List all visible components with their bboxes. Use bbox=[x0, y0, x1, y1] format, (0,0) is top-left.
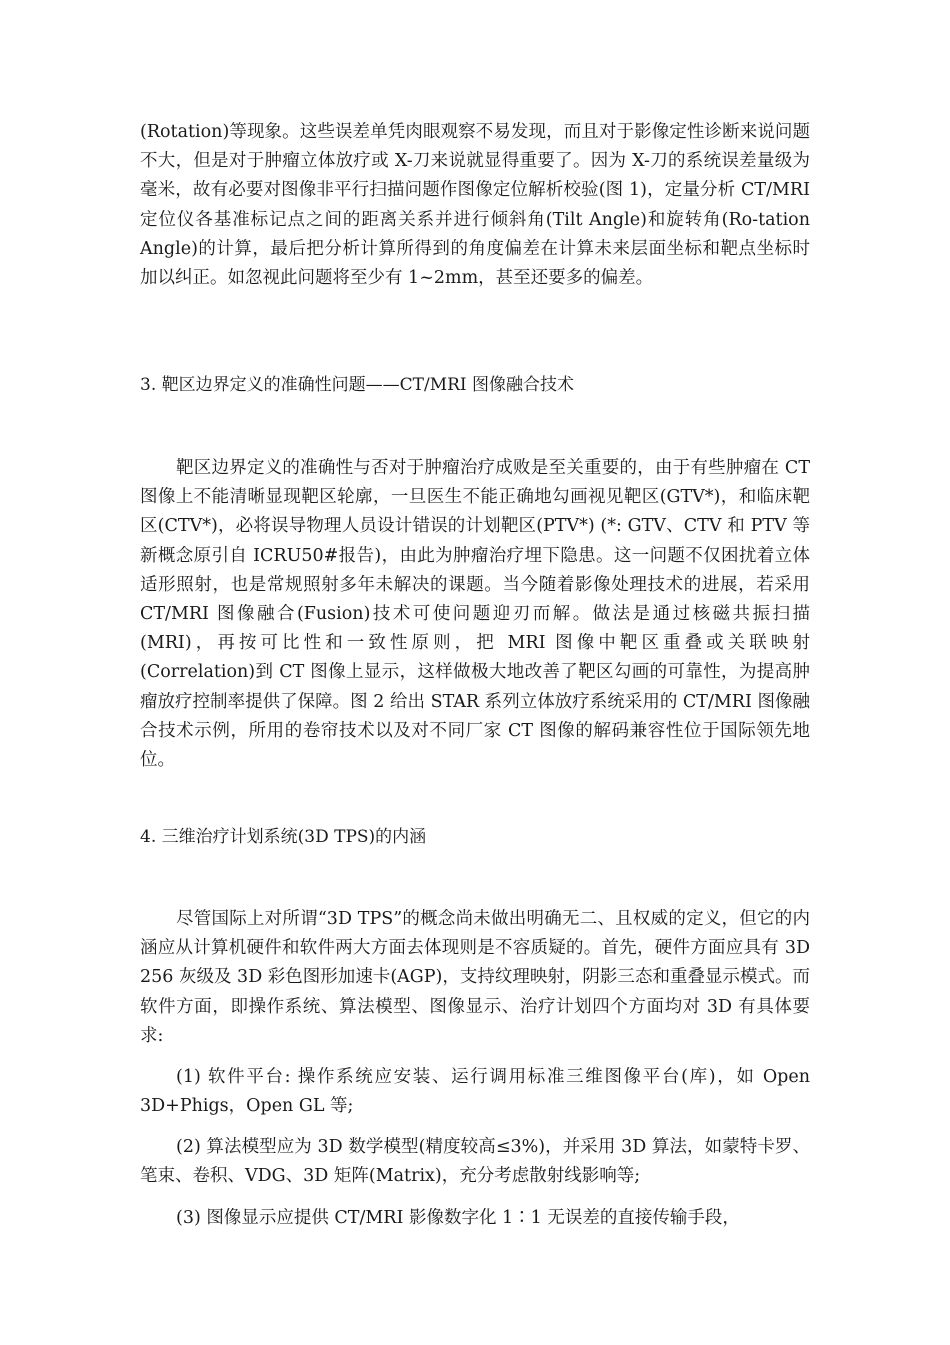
paragraph-intro: (Rotation)等现象。这些误差单凭肉眼观察不易发现，而且对于影像定性诊断来说问题不大，但是对于肿瘤立体放疗或 X-刀来说就显得重要了。因为 X-刀的系统误差量级为毫米，故有必要对图像非平行扫描问题作图像定位解析校验(图 1)，定量分析 CT/MRI 定位仪各基准标记点之间的距离关系并进行倾斜角(Tilt Angle)和旋转角(Ro-tation Angle)的计算，最后把分析计算所得到的角度偏差在计算未来层面坐标和靶点坐标时加以纠正。如忽视此问题将至少有 1~2mm，甚至还要多的偏差。 bbox=[140, 122, 810, 289]
section-heading-4: 4. 三维治疗计划系统(3D TPS)的内涵 bbox=[140, 827, 427, 847]
paragraph-section-4: 尽管国际上对所谓“3D TPS”的概念尚未做出明确无二、且权威的定义，但它的内涵应从计算机硬件和软件两大方面去体现则是不容质疑的。首先，硬件方面应具有 3D 256 灰级及 3D 彩色图形加速卡(AGP)，支持纹理映射，阴影三态和重叠显示模式。而软件方面，即操作系统、算法模型、图像显示、治疗计划四个方面均对 3D 有具体要求: bbox=[140, 909, 810, 1046]
section-heading-3: 3. 靶区边界定义的准确性问题——CT/MRI 图像融合技术 bbox=[140, 375, 575, 395]
list-item-2: (2) 算法模型应为 3D 数学模型(精度较高≤3%)，并采用 3D 算法，如蒙特卡罗、笔束、卷积、VDG、3D 矩阵(Matrix)，充分考虑散射线影响等; bbox=[140, 1137, 810, 1187]
list-item-1: (1) 软件平台: 操作系统应安装、运行调用标准三维图像平台(库)，如 Open 3D+Phigs，Open GL 等; bbox=[140, 1067, 810, 1117]
paragraph-section-3: 靶区边界定义的准确性与否对于肿瘤治疗成败是至关重要的，由于有些肿瘤在 CT 图像上不能清晰显现靶区轮廓，一旦医生不能正确地勾画视见靶区(GTV*)，和临床靶区(CTV*)，必将误导物理人员设计错误的计划靶区(PTV*) (*: GTV、CTV 和 PTV 等新概念原引自 ICRU50#报告)，由此为肿瘤治疗埋下隐患。这一问题不仅困扰着立体适形照射，也是常规照射多年未解决的课题。当今随着影像处理技术的进展，若采用 CT/MRI 图像融合(Fusion)技术可使问题迎刃而解。做法是通过核磁共振扫描(MRI)，再按可比性和一致性原则，把 MRI 图像中靶区重叠或关联映射(Correlation)到 CT 图像上显示，这样做极大地改善了靶区勾画的可靠性，为提高肿瘤放疗控制率提供了保障。图 2 给出 STAR 系列立体放疗系统采用的 CT/MRI 图像融合技术示例，所用的卷帘技术以及对不同厂家 CT 图像的解码兼容性位于国际领先地位。 bbox=[140, 458, 810, 771]
list-item-3: (3) 图像显示应提供 CT/MRI 影像数字化 1∶1 无误差的直接传输手段， bbox=[176, 1208, 740, 1228]
